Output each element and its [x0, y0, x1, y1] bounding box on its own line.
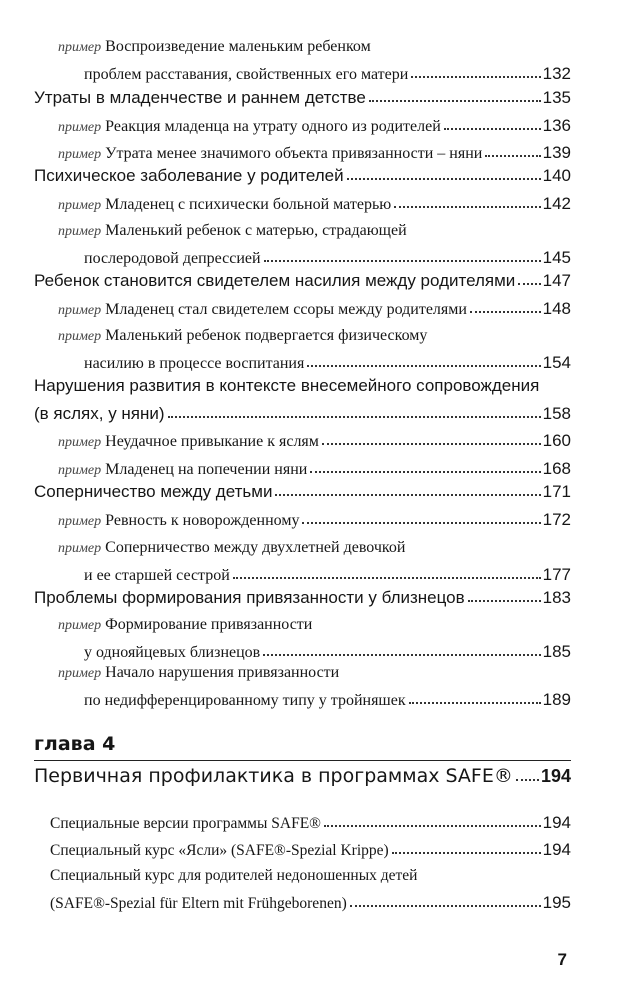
toc-entry-example	[58, 510, 571, 530]
leader-dots	[394, 206, 540, 208]
example-label: пример	[58, 198, 102, 213]
leader-dots	[168, 416, 541, 418]
leader-dots	[302, 522, 540, 524]
example-label: пример	[58, 514, 102, 529]
entry-page: 168	[542, 459, 571, 478]
entry-title-cont: по недифференцированному типу у тройняшек	[84, 692, 406, 709]
toc-entry-special	[50, 867, 571, 913]
entry-title: Соперничество между детьми	[34, 482, 273, 501]
entry-page: 148	[542, 299, 571, 318]
entry-page: 154	[542, 353, 571, 372]
toc-entry-section	[34, 588, 571, 608]
chapter-divider	[34, 760, 571, 761]
entry-title: Соперничество между двухлетней девочкой	[105, 539, 406, 556]
toc-entry-section	[34, 271, 571, 291]
example-label: пример	[58, 541, 102, 556]
entry-title: Младенец стал свидетелем ссоры между родителями	[105, 301, 467, 318]
entry-title: Проблемы формирования привязанности у близнецов	[34, 588, 465, 607]
toc-entry-section	[34, 88, 571, 108]
entry-page: 160	[542, 431, 571, 450]
entry-title-cont: (в яслях, у няни)	[34, 404, 165, 423]
entry-title: Младенец на попечении няни	[105, 461, 308, 478]
leader-dots	[347, 178, 541, 180]
entry-title-cont: и ее старшей сестрой	[84, 567, 230, 584]
entry-title: Специальные версии программы SAFE®	[50, 815, 321, 832]
entry-title-cont: послеродовой депрессией	[84, 250, 261, 267]
entry-page: 135	[542, 88, 571, 107]
entry-page: 185	[542, 642, 571, 661]
entry-page: 136	[542, 116, 571, 135]
toc-entry-example	[58, 38, 571, 84]
entry-title: Неудачное привыкание к яслям	[105, 433, 319, 450]
toc-entry-special	[50, 813, 571, 833]
toc-entry-special	[50, 840, 571, 860]
toc-entry-example	[58, 664, 571, 710]
entry-title: Маленький ребенок подвергается физическому	[105, 327, 428, 344]
entry-page: 172	[542, 510, 571, 529]
entry-page: 177	[542, 565, 571, 584]
toc-entry-example	[58, 222, 571, 268]
example-label: пример	[58, 40, 102, 55]
page-number: 7	[557, 950, 567, 969]
entry-title: Воспроизведение маленьким ребенком	[105, 38, 371, 55]
entry-page: 171	[542, 482, 571, 501]
entry-title: Младенец с психически больной матерью	[105, 196, 392, 213]
example-label: пример	[58, 435, 102, 450]
entry-page: 158	[542, 404, 571, 423]
toc-entry-section	[34, 166, 571, 186]
toc-entry-example	[58, 431, 571, 451]
example-label: пример	[58, 303, 102, 318]
leader-dots	[264, 260, 541, 262]
leader-dots	[444, 128, 541, 130]
leader-dots	[350, 905, 541, 907]
example-label: пример	[58, 224, 102, 239]
entry-title: Ревность к новорожденному	[105, 512, 300, 529]
entry-title: Специальный курс «Ясли» (SAFE®-Spezial Krippe)	[50, 842, 389, 859]
entry-title: Реакция младенца на утрату одного из родителей	[105, 118, 441, 135]
entry-title-cont: (SAFE®-Spezial für Eltern mit Frühgeborenen)	[50, 895, 347, 912]
leader-dots	[324, 825, 541, 827]
entry-title-cont: у однояйцевых близнецов	[84, 644, 261, 661]
entry-title: Маленький ребенок с матерью, страдающей	[105, 222, 407, 239]
leader-dots	[322, 443, 541, 445]
leader-dots	[263, 654, 540, 656]
entry-page: 145	[542, 248, 571, 267]
leader-dots	[468, 600, 541, 602]
toc-entry-example	[58, 616, 571, 662]
entry-title: Специальный курс для родителей недоношенных детей	[50, 867, 418, 884]
entry-page: 195	[542, 893, 571, 912]
leader-dots	[369, 100, 541, 102]
entry-page: 183	[542, 588, 571, 607]
toc-entry-example	[58, 327, 571, 373]
entry-title: Ребенок становится свидетелем насилия между родителями	[34, 271, 516, 290]
example-label: пример	[58, 329, 102, 344]
leader-dots	[470, 311, 541, 313]
example-label: пример	[58, 120, 102, 135]
leader-dots	[233, 577, 541, 579]
entry-title: Формирование привязанности	[105, 616, 313, 633]
example-label: пример	[58, 666, 102, 681]
toc-entry-example	[58, 143, 571, 163]
chapter-label: глава 4	[34, 733, 116, 755]
leader-dots	[310, 471, 540, 473]
leader-dots	[392, 852, 541, 854]
entry-page: 147	[542, 271, 571, 290]
entry-title-cont: насилию в процессе воспитания	[84, 355, 305, 372]
entry-page: 194	[542, 840, 571, 859]
toc-entry-example	[58, 299, 571, 319]
entry-title: Нарушения развития в контексте внесемейного сопровождения	[34, 376, 540, 395]
example-label: пример	[58, 618, 102, 633]
leader-dots	[516, 779, 539, 781]
leader-dots	[409, 702, 541, 704]
entry-page: 132	[542, 64, 571, 83]
example-label: пример	[58, 463, 102, 478]
leader-dots	[518, 283, 540, 285]
toc-entry-example	[58, 539, 571, 585]
entry-page: 142	[542, 194, 571, 213]
toc-entry-section	[34, 376, 571, 424]
leader-dots	[485, 155, 540, 157]
entry-page: 194	[542, 813, 571, 832]
entry-title: Утраты в младенчестве и раннем детстве	[34, 88, 366, 107]
chapter-page: 194	[540, 766, 571, 786]
entry-title: Психическое заболевание у родителей	[34, 166, 344, 185]
entry-title: Утрата менее значимого объекта привязанности – няни	[105, 145, 483, 162]
entry-title: Начало нарушения привязанности	[105, 664, 340, 681]
entry-page: 140	[542, 166, 571, 185]
toc-entry-section	[34, 482, 571, 502]
toc-entry-example	[58, 194, 571, 214]
entry-title-cont: проблем расставания, свойственных его матери	[84, 66, 409, 83]
example-label: пример	[58, 147, 102, 162]
toc-entry-example	[58, 459, 571, 479]
leader-dots	[275, 494, 540, 496]
chapter-title: Первичная профилактика в программах SAFE®	[34, 765, 513, 787]
entry-page: 189	[542, 690, 571, 709]
toc-entry-example	[58, 116, 571, 136]
chapter-title-entry	[34, 765, 571, 787]
leader-dots	[411, 76, 540, 78]
entry-page: 139	[542, 143, 571, 162]
leader-dots	[307, 365, 540, 367]
